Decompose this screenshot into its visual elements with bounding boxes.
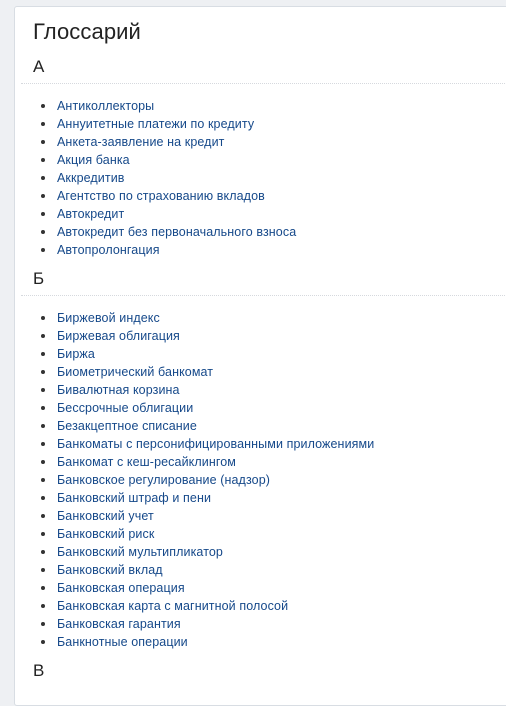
bullet-icon: [41, 122, 45, 126]
bullet-icon: [41, 140, 45, 144]
term-link[interactable]: Банковский вклад: [57, 563, 163, 577]
term-list: [15, 309, 374, 651]
term-link[interactable]: Автокредит без первоначального взноса: [57, 225, 297, 239]
term-link[interactable]: Аккредитив: [57, 171, 125, 185]
list-item: [15, 223, 296, 241]
list-item: [15, 97, 296, 115]
term-link[interactable]: Биржевая облигация: [57, 329, 180, 343]
bullet-icon: [41, 532, 45, 536]
term-link[interactable]: Акция банка: [57, 153, 130, 167]
list-item: [15, 453, 374, 471]
section-letter: Б: [33, 269, 45, 288]
bullet-icon: [41, 442, 45, 446]
list-item: [15, 435, 374, 453]
list-item: [15, 543, 374, 561]
term-link[interactable]: Банкомат с кеш-ресайклингом: [57, 455, 236, 469]
term-link[interactable]: Банковский штраф и пени: [57, 491, 212, 505]
term-link[interactable]: Биржевой индекс: [57, 311, 160, 325]
term-link[interactable]: Банковский учет: [57, 509, 154, 523]
list-item: [15, 169, 296, 187]
list-item: [15, 489, 374, 507]
bullet-icon: [41, 478, 45, 482]
list-item: [15, 525, 374, 543]
section-letter: В: [33, 661, 45, 680]
term-link[interactable]: Агентство по страхованию вкладов: [57, 189, 265, 203]
bullet-icon: [41, 622, 45, 626]
bullet-icon: [41, 370, 45, 374]
bullet-icon: [41, 496, 45, 500]
bullet-icon: [41, 104, 45, 108]
list-item: [15, 241, 296, 259]
bullet-icon: [41, 568, 45, 572]
list-item: [15, 615, 374, 633]
term-link[interactable]: Автопролонгация: [57, 243, 160, 257]
list-item: [15, 363, 374, 381]
section-letter: А: [33, 57, 45, 76]
term-link[interactable]: Бессрочные облигации: [57, 401, 194, 415]
glossary-panel: [14, 6, 506, 706]
term-link[interactable]: Антиколлекторы: [57, 99, 155, 113]
list-item: [15, 633, 374, 651]
bullet-icon: [41, 424, 45, 428]
bullet-icon: [41, 514, 45, 518]
bullet-icon: [41, 550, 45, 554]
list-item: [15, 381, 374, 399]
bullet-icon: [41, 460, 45, 464]
list-item: [15, 205, 296, 223]
list-item: [15, 327, 374, 345]
term-link[interactable]: Автокредит: [57, 207, 125, 221]
bullet-icon: [41, 176, 45, 180]
bullet-icon: [41, 586, 45, 590]
term-link[interactable]: Бивалютная корзина: [57, 383, 180, 397]
list-item: [15, 399, 374, 417]
term-link[interactable]: Банкоматы с персонифицированными приложениями: [57, 437, 375, 451]
term-link[interactable]: Аннуитетные платежи по кредиту: [57, 117, 255, 131]
list-item: [15, 309, 374, 327]
bullet-icon: [41, 388, 45, 392]
list-item: [15, 507, 374, 525]
bullet-icon: [41, 212, 45, 216]
list-item: [15, 115, 296, 133]
term-link[interactable]: Банковский риск: [57, 527, 155, 541]
bullet-icon: [41, 316, 45, 320]
term-link[interactable]: Банковская операция: [57, 581, 185, 595]
bullet-icon: [41, 248, 45, 252]
term-link[interactable]: Банковский мультипликатор: [57, 545, 223, 559]
term-link[interactable]: Безакцептное списание: [57, 419, 197, 433]
section-divider: [21, 295, 506, 296]
bullet-icon: [41, 158, 45, 162]
term-link[interactable]: Анкета-заявление на кредит: [57, 135, 225, 149]
term-link[interactable]: Банкнотные операции: [57, 635, 188, 649]
term-link[interactable]: Банковское регулирование (надзор): [57, 473, 271, 487]
bullet-icon: [41, 640, 45, 644]
list-item: [15, 417, 374, 435]
list-item: [15, 151, 296, 169]
bullet-icon: [41, 406, 45, 410]
list-item: [15, 187, 296, 205]
term-list: [15, 97, 296, 259]
bullet-icon: [41, 352, 45, 356]
bullet-icon: [41, 230, 45, 234]
term-link[interactable]: Биржа: [57, 347, 95, 361]
list-item: [15, 345, 374, 363]
bullet-icon: [41, 604, 45, 608]
term-link[interactable]: Биометрический банкомат: [57, 365, 214, 379]
term-link[interactable]: Банковская карта с магнитной полосой: [57, 599, 289, 613]
bullet-icon: [41, 334, 45, 338]
page-title: Глоссарий: [33, 19, 141, 44]
list-item: [15, 597, 374, 615]
list-item: [15, 561, 374, 579]
list-item: [15, 471, 374, 489]
section-divider: [21, 83, 506, 84]
list-item: [15, 133, 296, 151]
term-link[interactable]: Банковская гарантия: [57, 617, 181, 631]
bullet-icon: [41, 194, 45, 198]
list-item: [15, 579, 374, 597]
